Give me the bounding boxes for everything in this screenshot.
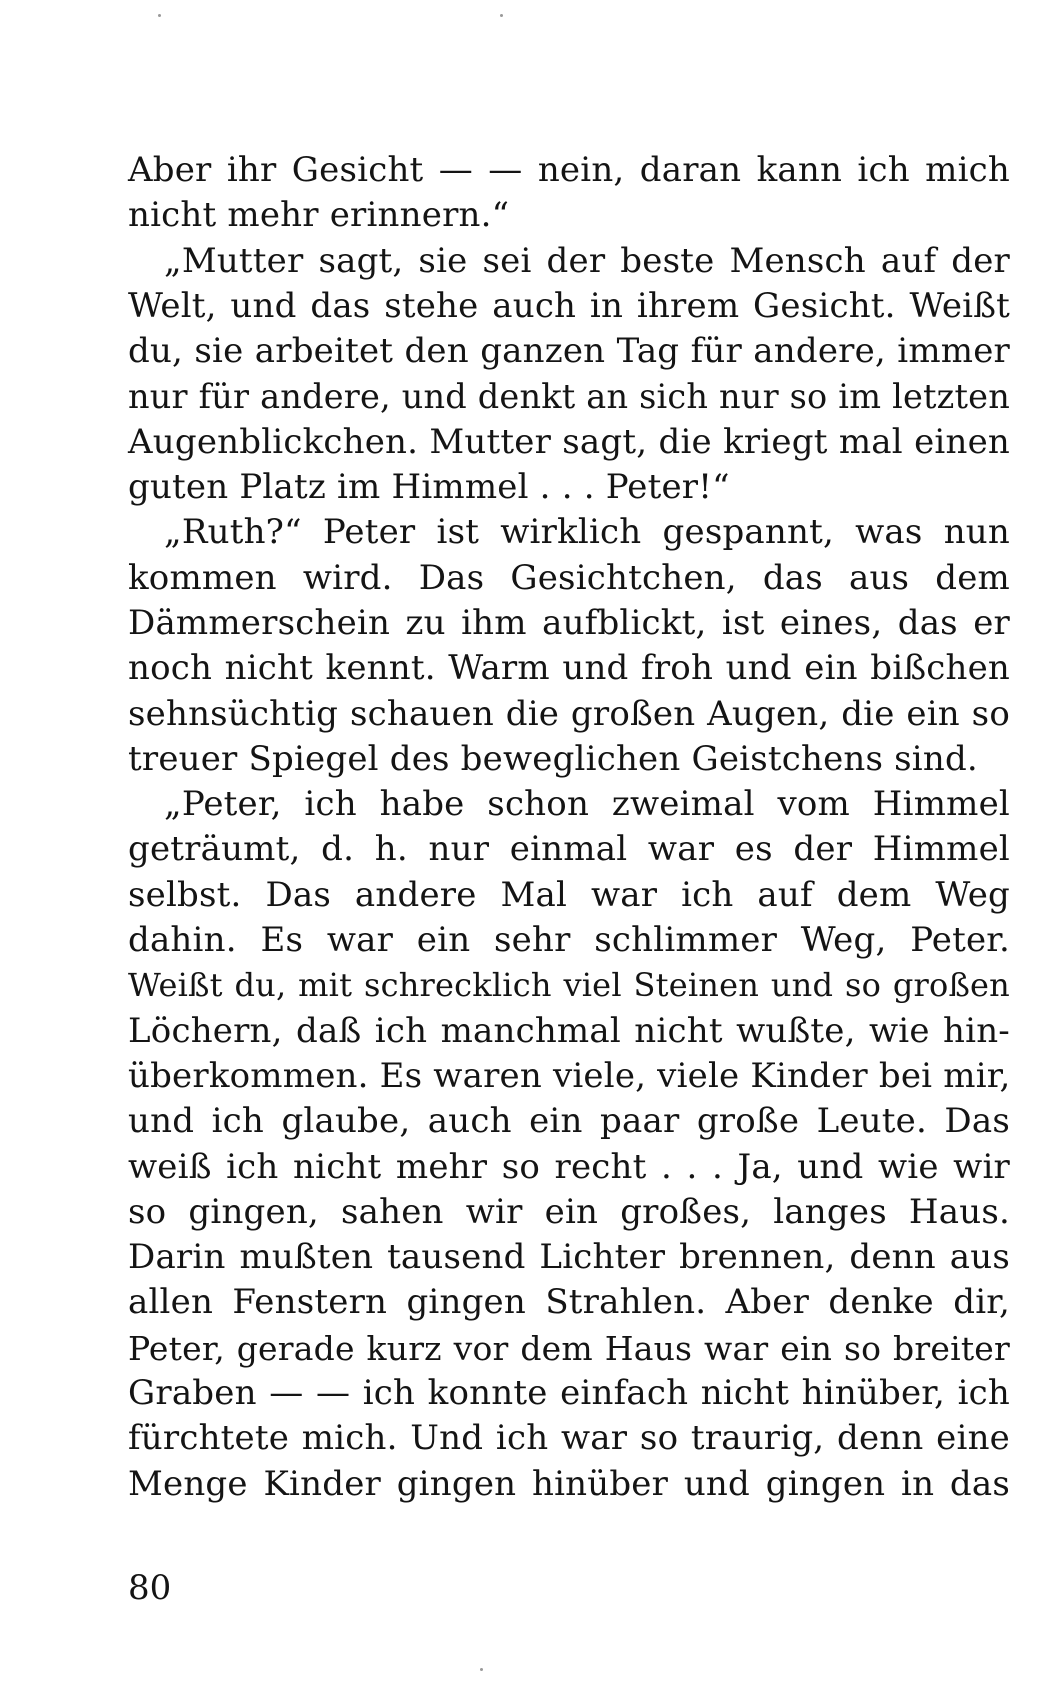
paper-speck <box>480 1668 483 1671</box>
text-line: du, sie arbeitet den ganzen Tag für andere, immer <box>128 331 1010 372</box>
text-line: überkommen. Es waren viele, viele Kinder bei mir, <box>128 1055 1011 1096</box>
text-line: fürchtete mich. Und ich war so traurig, denn eine <box>128 1418 1010 1459</box>
text-line: dahin. Es war ein sehr schlimmer Weg, Peter. <box>128 920 1010 961</box>
text-line: Welt, und das stehe auch in ihrem Gesicht. Weißt <box>128 285 1010 326</box>
text-line: nicht mehr erinnern.“ <box>128 195 510 236</box>
text-line: so gingen, sahen wir ein großes, langes Haus. <box>128 1191 1010 1232</box>
text-line: „Peter, ich habe schon zweimal vom Himmel <box>164 784 1010 825</box>
text-line: kommen wird. Das Gesichtchen, das aus dem <box>128 557 1010 598</box>
text-line: und ich glaube, auch ein paar große Leute. Das <box>128 1101 1010 1142</box>
text-line: noch nicht kennt. Warm und froh und ein bißchen <box>128 648 1010 689</box>
body-text <box>128 148 1010 1507</box>
text-line: nur für andere, und denkt an sich nur so im letzten <box>128 377 1010 417</box>
paper-speck <box>500 14 503 17</box>
text-line: Darin mußten tausend Lichter brennen, denn aus <box>128 1237 1010 1278</box>
text-line: Dämmerschein zu ihm aufblickt, ist eines, das er <box>128 602 1010 643</box>
text-line: weiß ich nicht mehr so recht . . . Ja, und wie wir <box>128 1146 1010 1187</box>
text-line: Aber ihr Gesicht — — nein, daran kann ich mich <box>128 150 1010 190</box>
text-line: Peter, gerade kurz vor dem Haus war ein so breiter <box>128 1328 1010 1368</box>
text-line: treuer Spiegel des beweglichen Geistchens sind. <box>128 738 978 779</box>
text-line: Graben — — ich konnte einfach nicht hinüber, ich <box>128 1373 1010 1414</box>
text-line: selbst. Das andere Mal war ich auf dem Weg <box>128 874 1010 915</box>
page-number: 80 <box>128 1568 172 1608</box>
text-line: Löchern, daß ich manchmal nicht wußte, wie hin- <box>128 1010 1010 1051</box>
text-line: guten Platz im Himmel . . . Peter!“ <box>128 467 730 508</box>
text-line: „Ruth?“ Peter ist wirklich gespannt, was nun <box>164 512 1010 553</box>
text-line: sehnsüchtig schauen die großen Augen, die ein so <box>128 693 1010 734</box>
text-line: „Mutter sagt, sie sei der beste Mensch auf der <box>164 240 1010 281</box>
text-line: Menge Kinder gingen hinüber und gingen in das <box>128 1463 1010 1504</box>
text-line: allen Fenstern gingen Strahlen. Aber denke dir, <box>128 1282 1010 1323</box>
paper-speck <box>158 14 161 17</box>
text-line: Weißt du, mit schrecklich viel Steinen und so großen <box>128 966 1010 1005</box>
text-line: Augenblickchen. Mutter sagt, die kriegt mal einen <box>128 421 1010 462</box>
text-line: geträumt, d. h. nur einmal war es der Himmel <box>128 829 1010 870</box>
